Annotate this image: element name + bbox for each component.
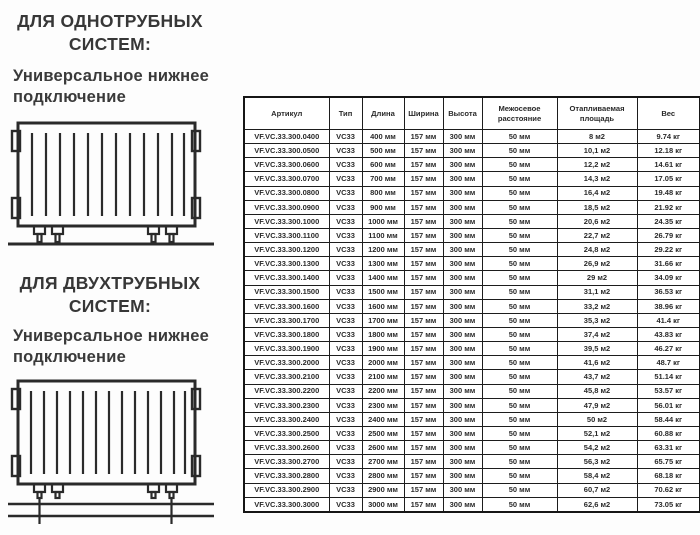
table-cell: 157 мм: [404, 356, 443, 370]
table-cell: 2400 мм: [362, 412, 404, 426]
table-row: [244, 455, 700, 469]
table-cell: 22,7 м2: [557, 228, 637, 242]
table-row: [244, 370, 700, 384]
table-row: [244, 243, 700, 257]
table-cell: 60,7 м2: [557, 483, 637, 497]
table-cell: VF.VC.33.300.2100: [244, 370, 329, 384]
column-header-6: Отапливаемая площадь: [557, 97, 637, 130]
table-cell: 1800 мм: [362, 327, 404, 341]
spec-table: [243, 96, 700, 513]
table-cell: 600 мм: [362, 158, 404, 172]
table-cell: 62,6 м2: [557, 497, 637, 512]
table-cell: 157 мм: [404, 243, 443, 257]
table-cell: 300 мм: [443, 441, 482, 455]
table-cell: 157 мм: [404, 214, 443, 228]
table-cell: 50 мм: [482, 370, 557, 384]
table-cell: 400 мм: [362, 130, 404, 144]
table-cell: 50 мм: [482, 342, 557, 356]
table-row: [244, 483, 700, 497]
table-cell: VC33: [329, 172, 362, 186]
table-cell: 157 мм: [404, 271, 443, 285]
table-cell: 157 мм: [404, 130, 443, 144]
table-row: [244, 214, 700, 228]
table-cell: 48.7 кг: [637, 356, 700, 370]
table-cell: 2800 мм: [362, 469, 404, 483]
table-cell: 157 мм: [404, 441, 443, 455]
table-cell: VC33: [329, 327, 362, 341]
table-cell: 9.74 кг: [637, 130, 700, 144]
table-cell: 157 мм: [404, 342, 443, 356]
table-cell: VC33: [329, 342, 362, 356]
table-cell: 31.66 кг: [637, 257, 700, 271]
table-row: [244, 497, 700, 512]
table-cell: VF.VC.33.300.1000: [244, 214, 329, 228]
table-cell: VF.VC.33.300.2500: [244, 426, 329, 440]
table-cell: VC33: [329, 497, 362, 512]
table-cell: 50 мм: [482, 412, 557, 426]
table-cell: 39,5 м2: [557, 342, 637, 356]
table-cell: 50 мм: [482, 426, 557, 440]
table-cell: 300 мм: [443, 342, 482, 356]
table-cell: 1200 мм: [362, 243, 404, 257]
table-cell: VC33: [329, 271, 362, 285]
table-cell: 157 мм: [404, 398, 443, 412]
table-cell: 53.57 кг: [637, 384, 700, 398]
table-cell: 300 мм: [443, 158, 482, 172]
table-cell: 157 мм: [404, 200, 443, 214]
column-header-3: Ширина: [404, 97, 443, 130]
table-cell: 50 мм: [482, 469, 557, 483]
table-cell: 1300 мм: [362, 257, 404, 271]
table-cell: 300 мм: [443, 144, 482, 158]
table-cell: 50 мм: [482, 313, 557, 327]
table-cell: 58.44 кг: [637, 412, 700, 426]
table-cell: 300 мм: [443, 327, 482, 341]
table-cell: 300 мм: [443, 243, 482, 257]
table-cell: VC33: [329, 469, 362, 483]
table-cell: VC33: [329, 370, 362, 384]
table-cell: 50 мм: [482, 497, 557, 512]
table-cell: 157 мм: [404, 257, 443, 271]
two-pipe-subtitle: Универсальное нижнее подключение: [13, 327, 210, 367]
table-cell: 29.22 кг: [637, 243, 700, 257]
table-cell: 300 мм: [443, 384, 482, 398]
table-cell: 1000 мм: [362, 214, 404, 228]
table-cell: 300 мм: [443, 426, 482, 440]
table-row: [244, 356, 700, 370]
table-cell: 26.79 кг: [637, 228, 700, 242]
table-cell: 41,6 м2: [557, 356, 637, 370]
table-cell: 157 мм: [404, 313, 443, 327]
table-cell: 56.01 кг: [637, 398, 700, 412]
table-cell: VC33: [329, 299, 362, 313]
table-cell: 157 мм: [404, 370, 443, 384]
table-cell: 300 мм: [443, 186, 482, 200]
table-cell: 1400 мм: [362, 271, 404, 285]
table-cell: VF.VC.33.300.1200: [244, 243, 329, 257]
table-cell: VC33: [329, 144, 362, 158]
table-cell: 68.18 кг: [637, 469, 700, 483]
table-cell: 300 мм: [443, 356, 482, 370]
table-cell: 50 мм: [482, 285, 557, 299]
table-cell: 50 мм: [482, 356, 557, 370]
table-cell: VC33: [329, 158, 362, 172]
table-cell: VF.VC.33.300.1400: [244, 271, 329, 285]
table-cell: 50 мм: [482, 327, 557, 341]
table-cell: VF.VC.33.300.1300: [244, 257, 329, 271]
table-cell: 157 мм: [404, 299, 443, 313]
radiator-single-pipe-diagram: [6, 118, 218, 250]
table-cell: 60.88 кг: [637, 426, 700, 440]
table-cell: 50 мм: [482, 243, 557, 257]
table-row: [244, 426, 700, 440]
single-pipe-subtitle: Универсальное нижнее подключение: [13, 67, 210, 107]
table-cell: 1100 мм: [362, 228, 404, 242]
table-cell: 157 мм: [404, 172, 443, 186]
table-cell: 157 мм: [404, 483, 443, 497]
table-cell: 900 мм: [362, 200, 404, 214]
table-cell: 12,2 м2: [557, 158, 637, 172]
table-cell: 20,6 м2: [557, 214, 637, 228]
table-row: [244, 271, 700, 285]
table-cell: VF.VC.33.300.0500: [244, 144, 329, 158]
table-cell: VF.VC.33.300.0800: [244, 186, 329, 200]
table-cell: VF.VC.33.300.2300: [244, 398, 329, 412]
table-cell: 73.05 кг: [637, 497, 700, 512]
table-cell: VC33: [329, 483, 362, 497]
table-cell: VC33: [329, 426, 362, 440]
table-cell: 2500 мм: [362, 426, 404, 440]
table-cell: VF.VC.33.300.2600: [244, 441, 329, 455]
table-cell: 2600 мм: [362, 441, 404, 455]
table-cell: 36.53 кг: [637, 285, 700, 299]
table-cell: 300 мм: [443, 412, 482, 426]
column-header-5: Межосевое расстояние: [482, 97, 557, 130]
table-cell: 300 мм: [443, 214, 482, 228]
table-cell: VC33: [329, 285, 362, 299]
table-cell: VC33: [329, 228, 362, 242]
table-row: [244, 228, 700, 242]
table-cell: 300 мм: [443, 130, 482, 144]
table-row: [244, 313, 700, 327]
table-cell: 157 мм: [404, 412, 443, 426]
table-cell: VC33: [329, 441, 362, 455]
column-header-1: Тип: [329, 97, 362, 130]
table-cell: 1600 мм: [362, 299, 404, 313]
spec-table-body: [244, 130, 700, 513]
table-cell: 300 мм: [443, 257, 482, 271]
table-cell: 2700 мм: [362, 455, 404, 469]
table-cell: 1700 мм: [362, 313, 404, 327]
table-cell: VC33: [329, 398, 362, 412]
table-cell: 14,3 м2: [557, 172, 637, 186]
table-cell: VC33: [329, 412, 362, 426]
table-row: [244, 469, 700, 483]
table-cell: 10,1 м2: [557, 144, 637, 158]
table-cell: 33,2 м2: [557, 299, 637, 313]
table-cell: VC33: [329, 313, 362, 327]
table-cell: 31,1 м2: [557, 285, 637, 299]
table-cell: 50 мм: [482, 214, 557, 228]
table-cell: 300 мм: [443, 271, 482, 285]
connection-info-panel: [0, 0, 243, 535]
table-cell: 157 мм: [404, 384, 443, 398]
table-cell: 157 мм: [404, 186, 443, 200]
table-cell: 65.75 кг: [637, 455, 700, 469]
table-cell: 300 мм: [443, 172, 482, 186]
table-cell: 63.31 кг: [637, 441, 700, 455]
table-cell: 38.96 кг: [637, 299, 700, 313]
table-cell: 21.92 кг: [637, 200, 700, 214]
table-cell: VF.VC.33.300.0900: [244, 200, 329, 214]
table-cell: VF.VC.33.300.2200: [244, 384, 329, 398]
table-cell: 46.27 кг: [637, 342, 700, 356]
table-cell: 51.14 кг: [637, 370, 700, 384]
single-pipe-systems-title: ДЛЯ ОДНОТРУБНЫХ СИСТЕМ:: [17, 11, 203, 55]
table-cell: 14.61 кг: [637, 158, 700, 172]
table-row: [244, 299, 700, 313]
table-cell: 56,3 м2: [557, 455, 637, 469]
table-cell: VF.VC.33.300.2000: [244, 356, 329, 370]
table-cell: 18,5 м2: [557, 200, 637, 214]
table-row: [244, 172, 700, 186]
table-cell: 50 мм: [482, 130, 557, 144]
table-cell: 50 мм: [482, 228, 557, 242]
table-cell: 50 мм: [482, 158, 557, 172]
table-cell: 29 м2: [557, 271, 637, 285]
table-row: [244, 327, 700, 341]
table-cell: 50 мм: [482, 384, 557, 398]
table-cell: 300 мм: [443, 370, 482, 384]
table-cell: 47,9 м2: [557, 398, 637, 412]
table-cell: VF.VC.33.300.2900: [244, 483, 329, 497]
table-cell: VF.VC.33.300.1800: [244, 327, 329, 341]
table-cell: 157 мм: [404, 144, 443, 158]
table-cell: 50 мм: [482, 172, 557, 186]
table-cell: 2900 мм: [362, 483, 404, 497]
table-cell: VF.VC.33.300.0600: [244, 158, 329, 172]
table-cell: 500 мм: [362, 144, 404, 158]
table-row: [244, 144, 700, 158]
table-cell: 50 мм: [482, 186, 557, 200]
radiator-two-pipe-diagram: [6, 376, 218, 528]
table-cell: 50 мм: [482, 398, 557, 412]
table-cell: 800 мм: [362, 186, 404, 200]
table-cell: 157 мм: [404, 228, 443, 242]
table-cell: 1500 мм: [362, 285, 404, 299]
table-cell: 157 мм: [404, 327, 443, 341]
table-cell: 26,9 м2: [557, 257, 637, 271]
table-row: [244, 384, 700, 398]
table-cell: VC33: [329, 200, 362, 214]
column-header-0: Артикул: [244, 97, 329, 130]
table-row: [244, 342, 700, 356]
table-cell: VC33: [329, 384, 362, 398]
table-cell: VF.VC.33.300.1600: [244, 299, 329, 313]
table-cell: VF.VC.33.300.2400: [244, 412, 329, 426]
table-cell: 50 мм: [482, 200, 557, 214]
table-cell: 50 м2: [557, 412, 637, 426]
table-cell: 24,8 м2: [557, 243, 637, 257]
table-cell: 2200 мм: [362, 384, 404, 398]
table-cell: 50 мм: [482, 144, 557, 158]
table-cell: 300 мм: [443, 455, 482, 469]
table-cell: 700 мм: [362, 172, 404, 186]
table-cell: 50 мм: [482, 299, 557, 313]
table-cell: VF.VC.33.300.1700: [244, 313, 329, 327]
table-row: [244, 441, 700, 455]
table-cell: 50 мм: [482, 257, 557, 271]
table-cell: 50 мм: [482, 455, 557, 469]
table-cell: 43,7 м2: [557, 370, 637, 384]
table-cell: 300 мм: [443, 497, 482, 512]
table-row: [244, 200, 700, 214]
table-cell: VC33: [329, 257, 362, 271]
table-cell: VF.VC.33.300.1100: [244, 228, 329, 242]
table-cell: 157 мм: [404, 285, 443, 299]
table-cell: VC33: [329, 130, 362, 144]
table-cell: 37,4 м2: [557, 327, 637, 341]
table-cell: 50 мм: [482, 271, 557, 285]
table-cell: VF.VC.33.300.2700: [244, 455, 329, 469]
table-cell: 300 мм: [443, 299, 482, 313]
table-cell: VF.VC.33.300.1500: [244, 285, 329, 299]
table-cell: 8 м2: [557, 130, 637, 144]
table-cell: 50 мм: [482, 441, 557, 455]
table-cell: 2300 мм: [362, 398, 404, 412]
column-header-4: Высота: [443, 97, 482, 130]
table-cell: 19.48 кг: [637, 186, 700, 200]
column-header-2: Длина: [362, 97, 404, 130]
table-row: [244, 130, 700, 144]
table-cell: 157 мм: [404, 426, 443, 440]
table-cell: 300 мм: [443, 398, 482, 412]
table-cell: VC33: [329, 243, 362, 257]
table-cell: 1900 мм: [362, 342, 404, 356]
table-cell: 3000 мм: [362, 497, 404, 512]
table-cell: 300 мм: [443, 285, 482, 299]
table-row: [244, 158, 700, 172]
table-row: [244, 285, 700, 299]
table-cell: 300 мм: [443, 228, 482, 242]
table-cell: 34.09 кг: [637, 271, 700, 285]
table-cell: VC33: [329, 356, 362, 370]
table-cell: 300 мм: [443, 469, 482, 483]
table-cell: 2100 мм: [362, 370, 404, 384]
table-cell: 157 мм: [404, 497, 443, 512]
table-cell: 52,1 м2: [557, 426, 637, 440]
table-cell: VF.VC.33.300.1900: [244, 342, 329, 356]
table-cell: 300 мм: [443, 313, 482, 327]
table-cell: VC33: [329, 455, 362, 469]
table-cell: VF.VC.33.300.0400: [244, 130, 329, 144]
table-cell: 300 мм: [443, 483, 482, 497]
table-cell: 157 мм: [404, 455, 443, 469]
table-cell: VC33: [329, 214, 362, 228]
table-cell: 24.35 кг: [637, 214, 700, 228]
spec-table-header: [244, 97, 700, 130]
table-cell: VF.VC.33.300.0700: [244, 172, 329, 186]
table-cell: 16,4 м2: [557, 186, 637, 200]
table-cell: 157 мм: [404, 158, 443, 172]
table-cell: 12.18 кг: [637, 144, 700, 158]
table-cell: 300 мм: [443, 200, 482, 214]
table-cell: 50 мм: [482, 483, 557, 497]
table-cell: 17.05 кг: [637, 172, 700, 186]
table-row: [244, 257, 700, 271]
table-cell: VC33: [329, 186, 362, 200]
table-cell: 70.62 кг: [637, 483, 700, 497]
table-cell: 157 мм: [404, 469, 443, 483]
table-row: [244, 398, 700, 412]
table-cell: 2000 мм: [362, 356, 404, 370]
column-header-7: Вес: [637, 97, 700, 130]
table-row: [244, 186, 700, 200]
table-cell: VF.VC.33.300.3000: [244, 497, 329, 512]
table-cell: 43.83 кг: [637, 327, 700, 341]
two-pipe-systems-title: ДЛЯ ДВУХТРУБНЫХ СИСТЕМ:: [19, 273, 201, 317]
table-cell: 45,8 м2: [557, 384, 637, 398]
table-cell: 35,3 м2: [557, 313, 637, 327]
table-row: [244, 412, 700, 426]
spec-table-container: [243, 96, 699, 513]
table-cell: 54,2 м2: [557, 441, 637, 455]
table-cell: VF.VC.33.300.2800: [244, 469, 329, 483]
table-cell: 41.4 кг: [637, 313, 700, 327]
table-cell: 58,4 м2: [557, 469, 637, 483]
